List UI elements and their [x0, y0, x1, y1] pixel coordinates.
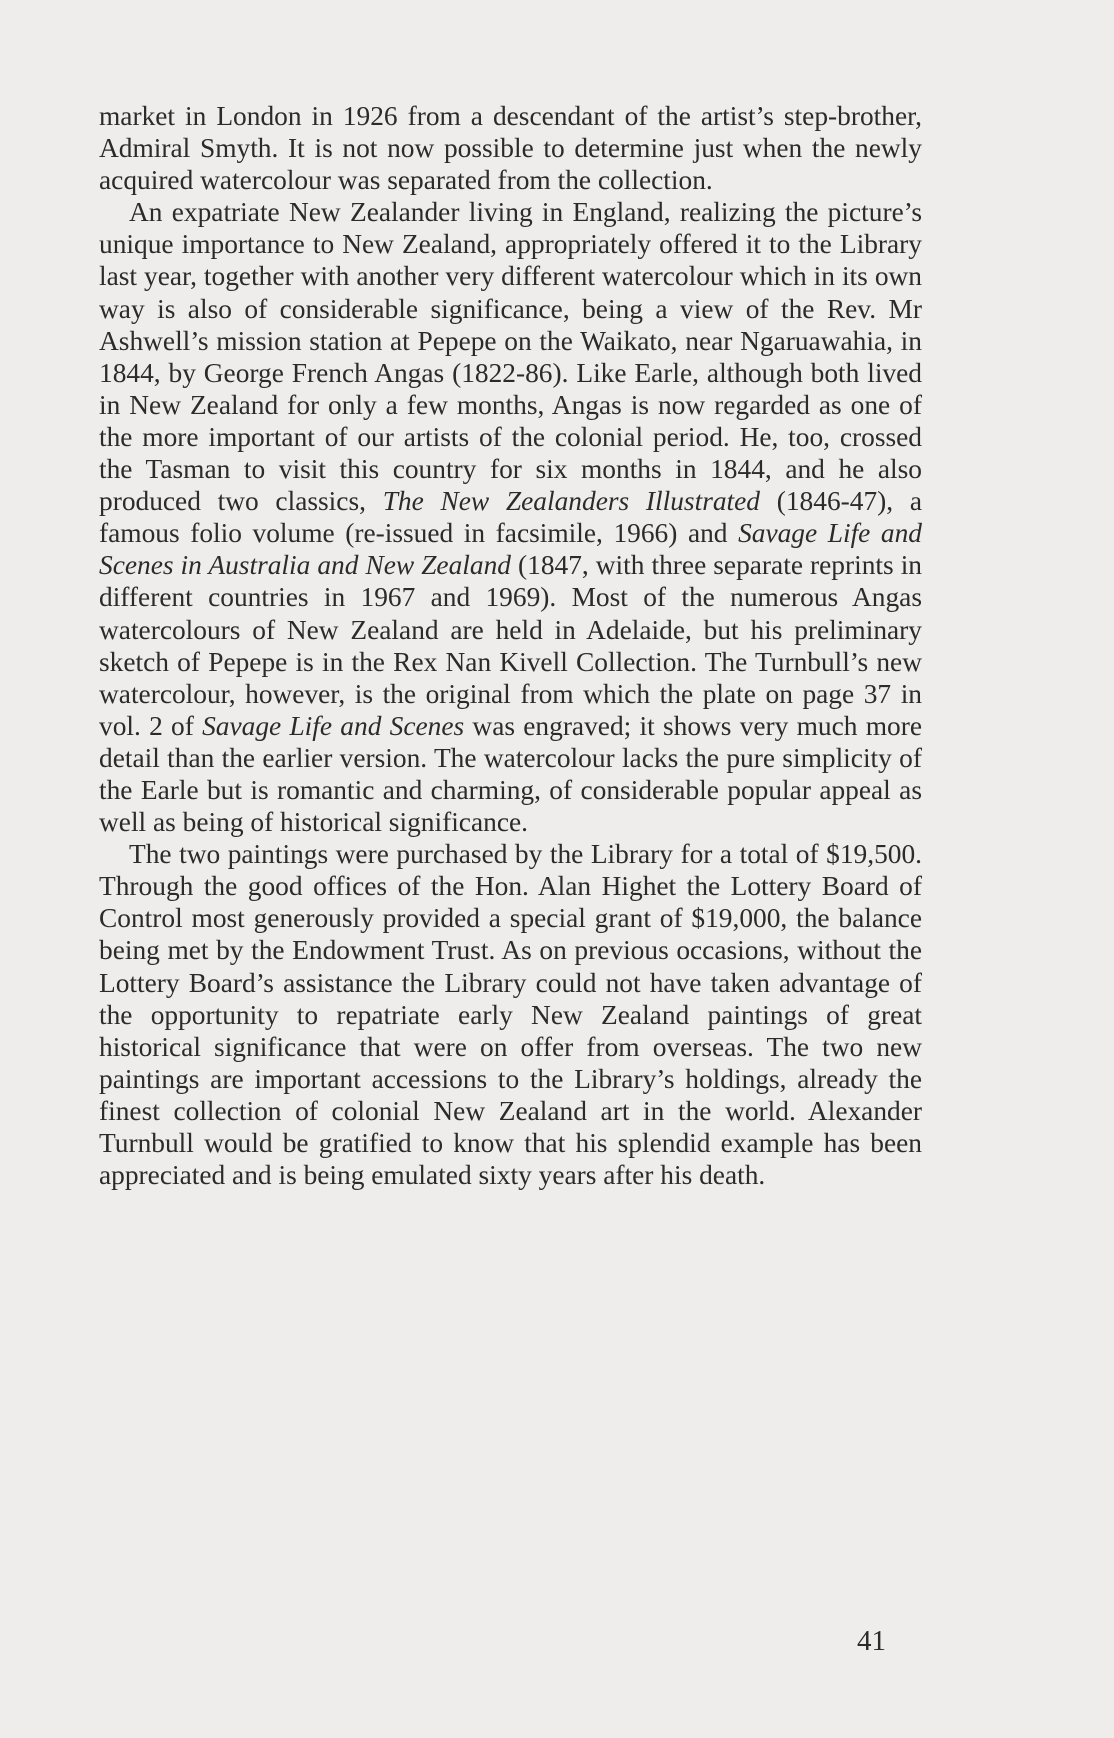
text-run: The two paintings were purchased by the Library for a total of $19,500. Through the good offices of the Hon. Alan Highet the Lottery Board of Control most generously provided a special grant of $19,000, the balance being met by the Endowment Trust. As on previous occasions, without the Lottery Board’s assistance the Library could not have taken advantage of the opportunity to repatriate early New Zealand paintings of great historical significance that were on offer from overseas. The two new paintings are important accessions to the Library’s holdings, already the finest collection of colonial New Zealand art in the world. Alexander Turnbull would be gratified to know that his splendid example has been appreciated and is being emulated sixty years after his death. — [99, 839, 922, 1191]
text-run: was engraved; it shows very much more detail than the earlier version. The watercolour lacks the pure simplicity of the Earle but is romantic and charming, of considerable popular appeal as well as being of historical significance. — [99, 710, 923, 838]
body-text — [99, 100, 922, 1191]
paragraph-1 — [99, 100, 922, 196]
text-run: An expatriate New Zealander living in England, realizing the picture’s unique importance to New Zealand, appropriately offered it to the Library last year, together with another very different watercolour which in its own way is also of considerable significance, being a view of the Rev. Mr Ashwell’s mission station at Pepepe on the Waikato, near Ngaruawahia, in 1844, by George French Angas (1822-86). Like Earle, although both lived in New Zealand for only a few months, Angas is now regarded as one of the more important of our artists of the colonial period. He, too, crossed the Tasman to visit this country for six months in 1844, and he also produced two classics, — [99, 197, 922, 517]
italic-title: The New Zealanders Illustrated — [382, 486, 761, 517]
italic-title: Savage Life and Scenes — [202, 710, 465, 741]
page-number: 41 — [857, 1625, 886, 1657]
text-run: (1846-47), a famous folio volume (re-issued in facsimile, 1966) and — [99, 486, 922, 549]
paragraph-2 — [99, 196, 922, 838]
text-run: market in London in 1926 from a descendant of the artist’s step-brother, Admiral Smyth. It is not now possible to determine just when the newly acquired watercolour was separated from the collection. — [99, 101, 922, 196]
paragraph-3 — [99, 838, 922, 1191]
text-run: (1847, with three separate reprints in different countries in 1967 and 1969). Most of the numerous Angas watercolours of New Zealand are held in Adelaide, but his preliminary sketch of Pepepe is in the Rex Nan Kivell Collection. The Turnbull’s new watercolour, however, is the original from which the plate on page 37 in vol. 2 of — [99, 550, 922, 741]
italic-title: Savage Life and Scenes in Australia and New Zealand — [99, 518, 922, 581]
